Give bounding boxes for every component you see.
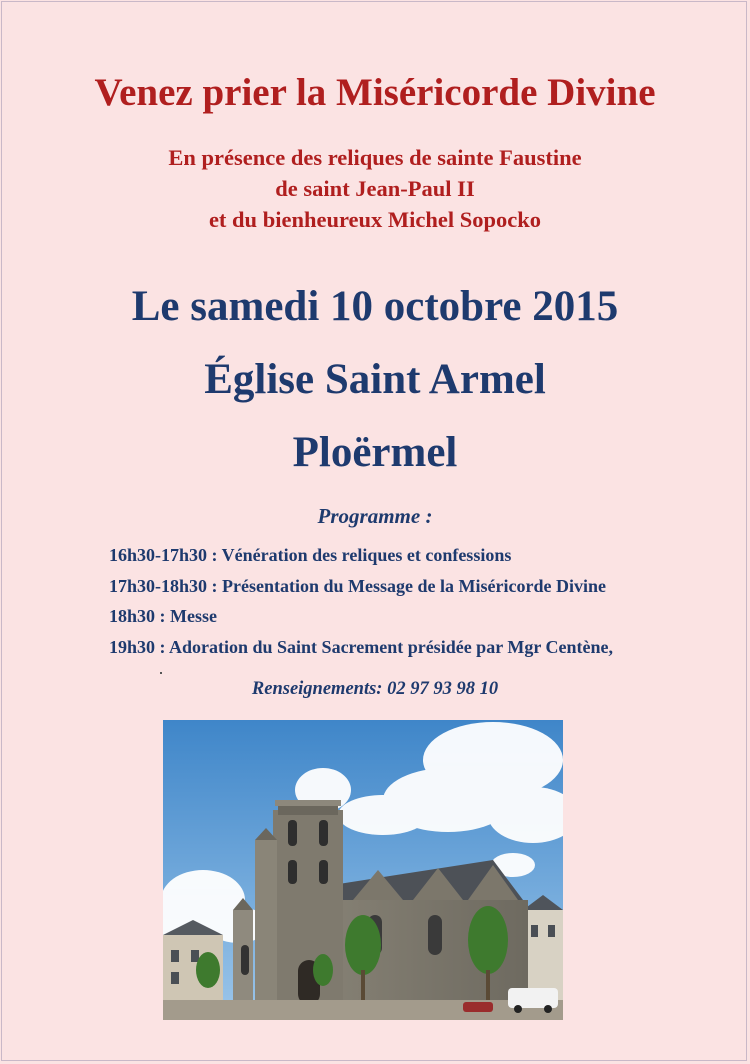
program-item: 18h30 : Messe xyxy=(109,606,217,626)
church-photo xyxy=(163,720,563,1020)
subtitle-line: En présence des reliques de sainte Faustine xyxy=(168,145,582,170)
subtitle-line: de saint Jean-Paul II xyxy=(275,176,475,201)
stray-dot xyxy=(160,672,162,674)
subtitle xyxy=(0,142,750,235)
contact-info: Renseignements: 02 97 93 98 10 xyxy=(251,679,499,699)
program-item: 16h30-17h30 : Vénération des reliques et confessions xyxy=(109,545,512,565)
program-list xyxy=(109,541,739,663)
city-name: Ploërmel xyxy=(292,429,458,476)
church-name: Église Saint Armel xyxy=(204,356,546,403)
poster-title: Venez prier la Miséricorde Divine xyxy=(94,71,656,114)
program-item: 19h30 : Adoration du Saint Sacrement présidée par Mgr Centène, xyxy=(109,636,613,657)
program-heading: Programme : xyxy=(317,504,433,528)
program-item: 17h30-18h30 : Présentation du Message de la Miséricorde Divine xyxy=(109,575,606,596)
subtitle-line: et du bienheureux Michel Sopocko xyxy=(208,207,542,232)
event-date: Le samedi 10 octobre 2015 xyxy=(131,283,619,330)
